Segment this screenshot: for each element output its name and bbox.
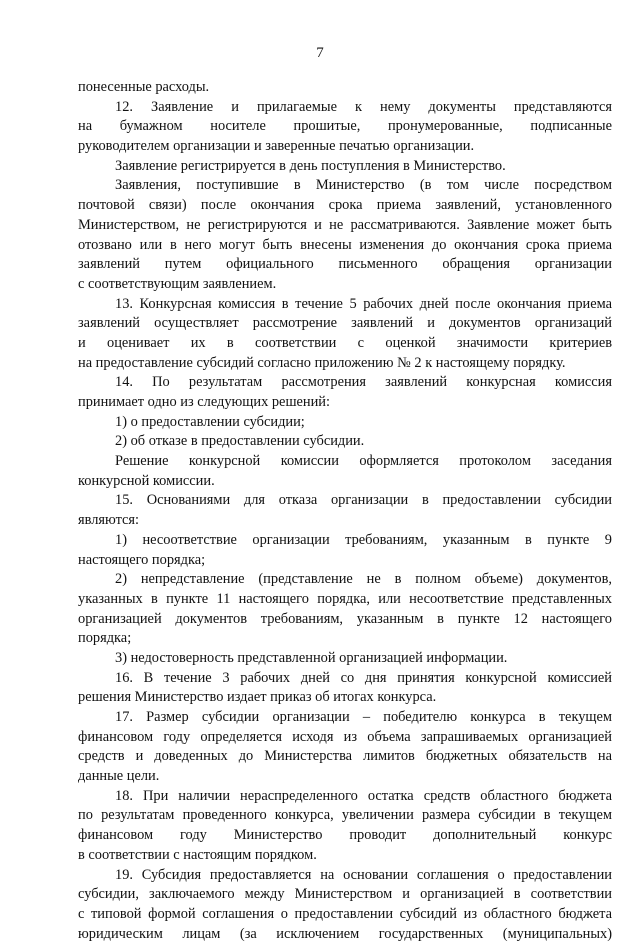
text-line: на предоставление субсидий согласно приложению № 2 к настоящему порядку. [78,354,566,371]
text-line: 19. Субсидия предоставляется на основании соглашения о предоставлении [115,866,612,883]
text-line: настоящего порядка; [78,551,206,568]
text-line: 16. В течение 3 рабочих дней со дня принятия конкурсной комиссией [115,669,612,686]
text-line: 1) о предоставлении субсидии; [115,413,305,430]
text-line: юридическим лицам (за исключением государственных (муниципальных) [78,925,612,942]
page-number: 7 [316,45,324,61]
text-line: 12. Заявление и прилагаемые к нему документы представляются [115,98,612,115]
text-line: указанных в пункте 11 настоящего порядка, или несоответствие представленных [78,590,612,607]
text-line: данные цели. [78,768,160,785]
text-line: с типовой формой соглашения о предоставлении субсидий из областного бюджета [78,905,612,922]
text-line: 13. Конкурсная комиссия в течение 5 рабочих дней после окончания приема [115,295,612,312]
text-line: на бумажном носителе прошитые, пронумерованные, подписанные [78,118,612,135]
text-line: 17. Размер субсидии организации – победителю конкурса в текущем [115,709,612,725]
text-line: заявлений путем официального письменного обращения организации [78,256,612,273]
text-line: финансовом году определяется исходя из объема запрашиваемых организацией [78,728,612,745]
text-line: 2) непредставление (представление не в полном объеме) документов, [115,571,612,588]
text-line: отозвано или в него могут быть внесены изменения до окончания срока приема [78,236,612,253]
text-line: почтовой связи) после окончания срока приема заявлений, установленного [78,197,612,214]
text-line: 15. Основаниями для отказа организации в предоставлении субсидии [115,492,612,509]
text-line: с соответствующим заявлением. [78,275,277,292]
text-line: в соответствии с настоящим порядком. [78,846,317,863]
text-line: конкурсной комиссии. [78,472,215,489]
text-line: 1) несоответствие организации требованиям, указанным в пункте 9 [115,531,612,548]
text-line: организацией документов требованиям, указанным в пункте 12 настоящего [78,610,612,627]
text-line: руководителем организации и заверенные печатью организации. [78,138,475,155]
text-line: по результатам проведенного конкурса, увеличении размера субсидии в текущем [78,807,612,824]
text-line: понесенные расходы. [78,79,210,95]
text-line: финансовом году Министерство проводит дополнительный конкурс [78,827,612,844]
text-line: субсидии, заключаемого между Министерством и организацией в соответствии [78,886,612,903]
text-line: Министерством, не регистрируются и не рассматриваются. Заявление может быть [78,216,612,233]
text-line: Заявление регистрируется в день поступления в Министерство. [115,157,506,174]
text-line: 3) недостоверность представленной организацией информации. [115,649,508,666]
text-line: и оценивает их в соответствии с оценкой значимости критериев [78,334,612,351]
text-line: решения Министерство издает приказ об итогах конкурса. [78,689,437,706]
text-line: заявлений осуществляет рассмотрение заявлений и документов организаций [78,315,612,332]
text-line: средств и доведенных до Министерства лимитов бюджетных обязательств на [78,748,612,765]
text-line: 2) об отказе в предоставлении субсидии. [115,433,365,450]
text-line: 18. При наличии нераспределенного остатка средств областного бюджета [115,787,612,804]
text-line: принимает одно из следующих решений: [78,394,331,410]
document-body [78,78,612,944]
text-line: Решение конкурсной комиссии оформляется протоколом заседания [115,453,612,470]
text-line: являются: [78,512,140,529]
text-line: порядка; [78,630,132,647]
text-line: Заявления, поступившие в Министерство (в том числе посредством [115,177,612,194]
text-line: 14. По результатам рассмотрения заявлений конкурсная комиссия [115,374,612,391]
